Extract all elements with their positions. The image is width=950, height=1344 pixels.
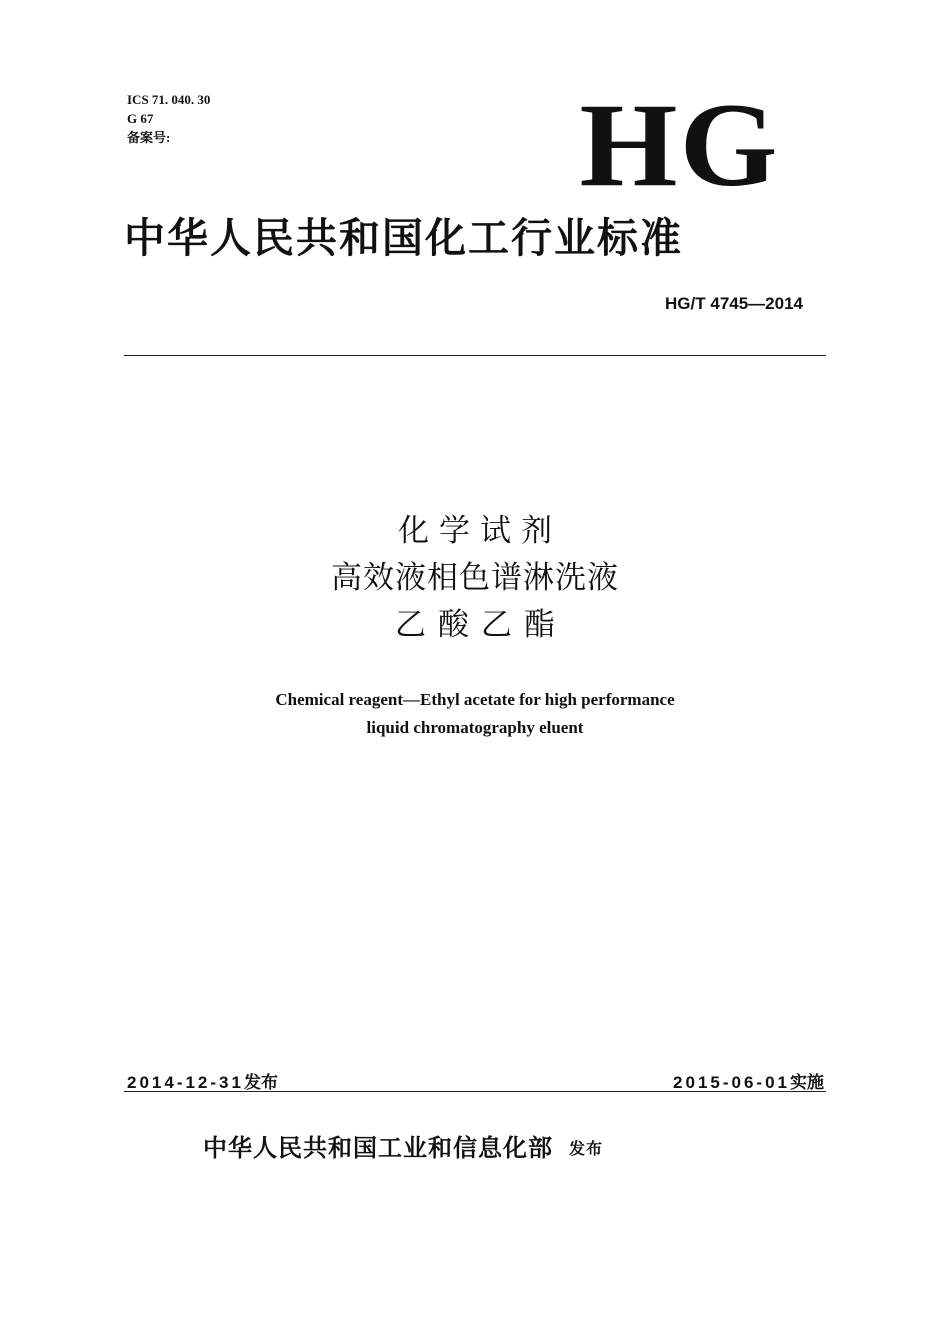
english-title-line-2: liquid chromatography eluent — [366, 718, 584, 737]
effective-date-value: 2015-06-01 — [673, 1073, 790, 1092]
title-line-2: 高效液相色谱淋洗液 — [331, 560, 619, 596]
issue-date — [127, 1068, 278, 1093]
publisher-name: 中华人民共和国工业和信息化部 — [203, 1133, 553, 1162]
english-title-line-1: Chemical reagent—Ethyl acetate for high performance — [275, 690, 675, 709]
hg-logo: HG — [579, 78, 780, 211]
issue-label: 发布 — [243, 1073, 278, 1092]
publisher — [203, 1132, 603, 1165]
filing-number-label: 备案号: — [127, 130, 171, 145]
classification-code: G 67 — [127, 111, 154, 126]
issue-date-value: 2014-12-31 — [127, 1073, 244, 1092]
ics-code: ICS 71. 040. 30 — [127, 92, 211, 107]
chinese-title — [0, 508, 950, 649]
standard-number: HG/T 4745—2014 — [665, 294, 803, 313]
header-divider — [124, 355, 826, 356]
english-title — [0, 686, 950, 742]
effective-date — [673, 1068, 824, 1093]
footer-divider — [124, 1091, 826, 1092]
organization-title: 中华人民共和国化工行业标准 — [124, 214, 683, 262]
publisher-verb: 发布 — [569, 1139, 604, 1158]
effective-label: 实施 — [790, 1073, 824, 1092]
document-metadata — [127, 90, 210, 147]
title-line-3: 乙酸乙酯 — [395, 607, 567, 643]
title-line-1: 化学试剂 — [398, 513, 562, 549]
